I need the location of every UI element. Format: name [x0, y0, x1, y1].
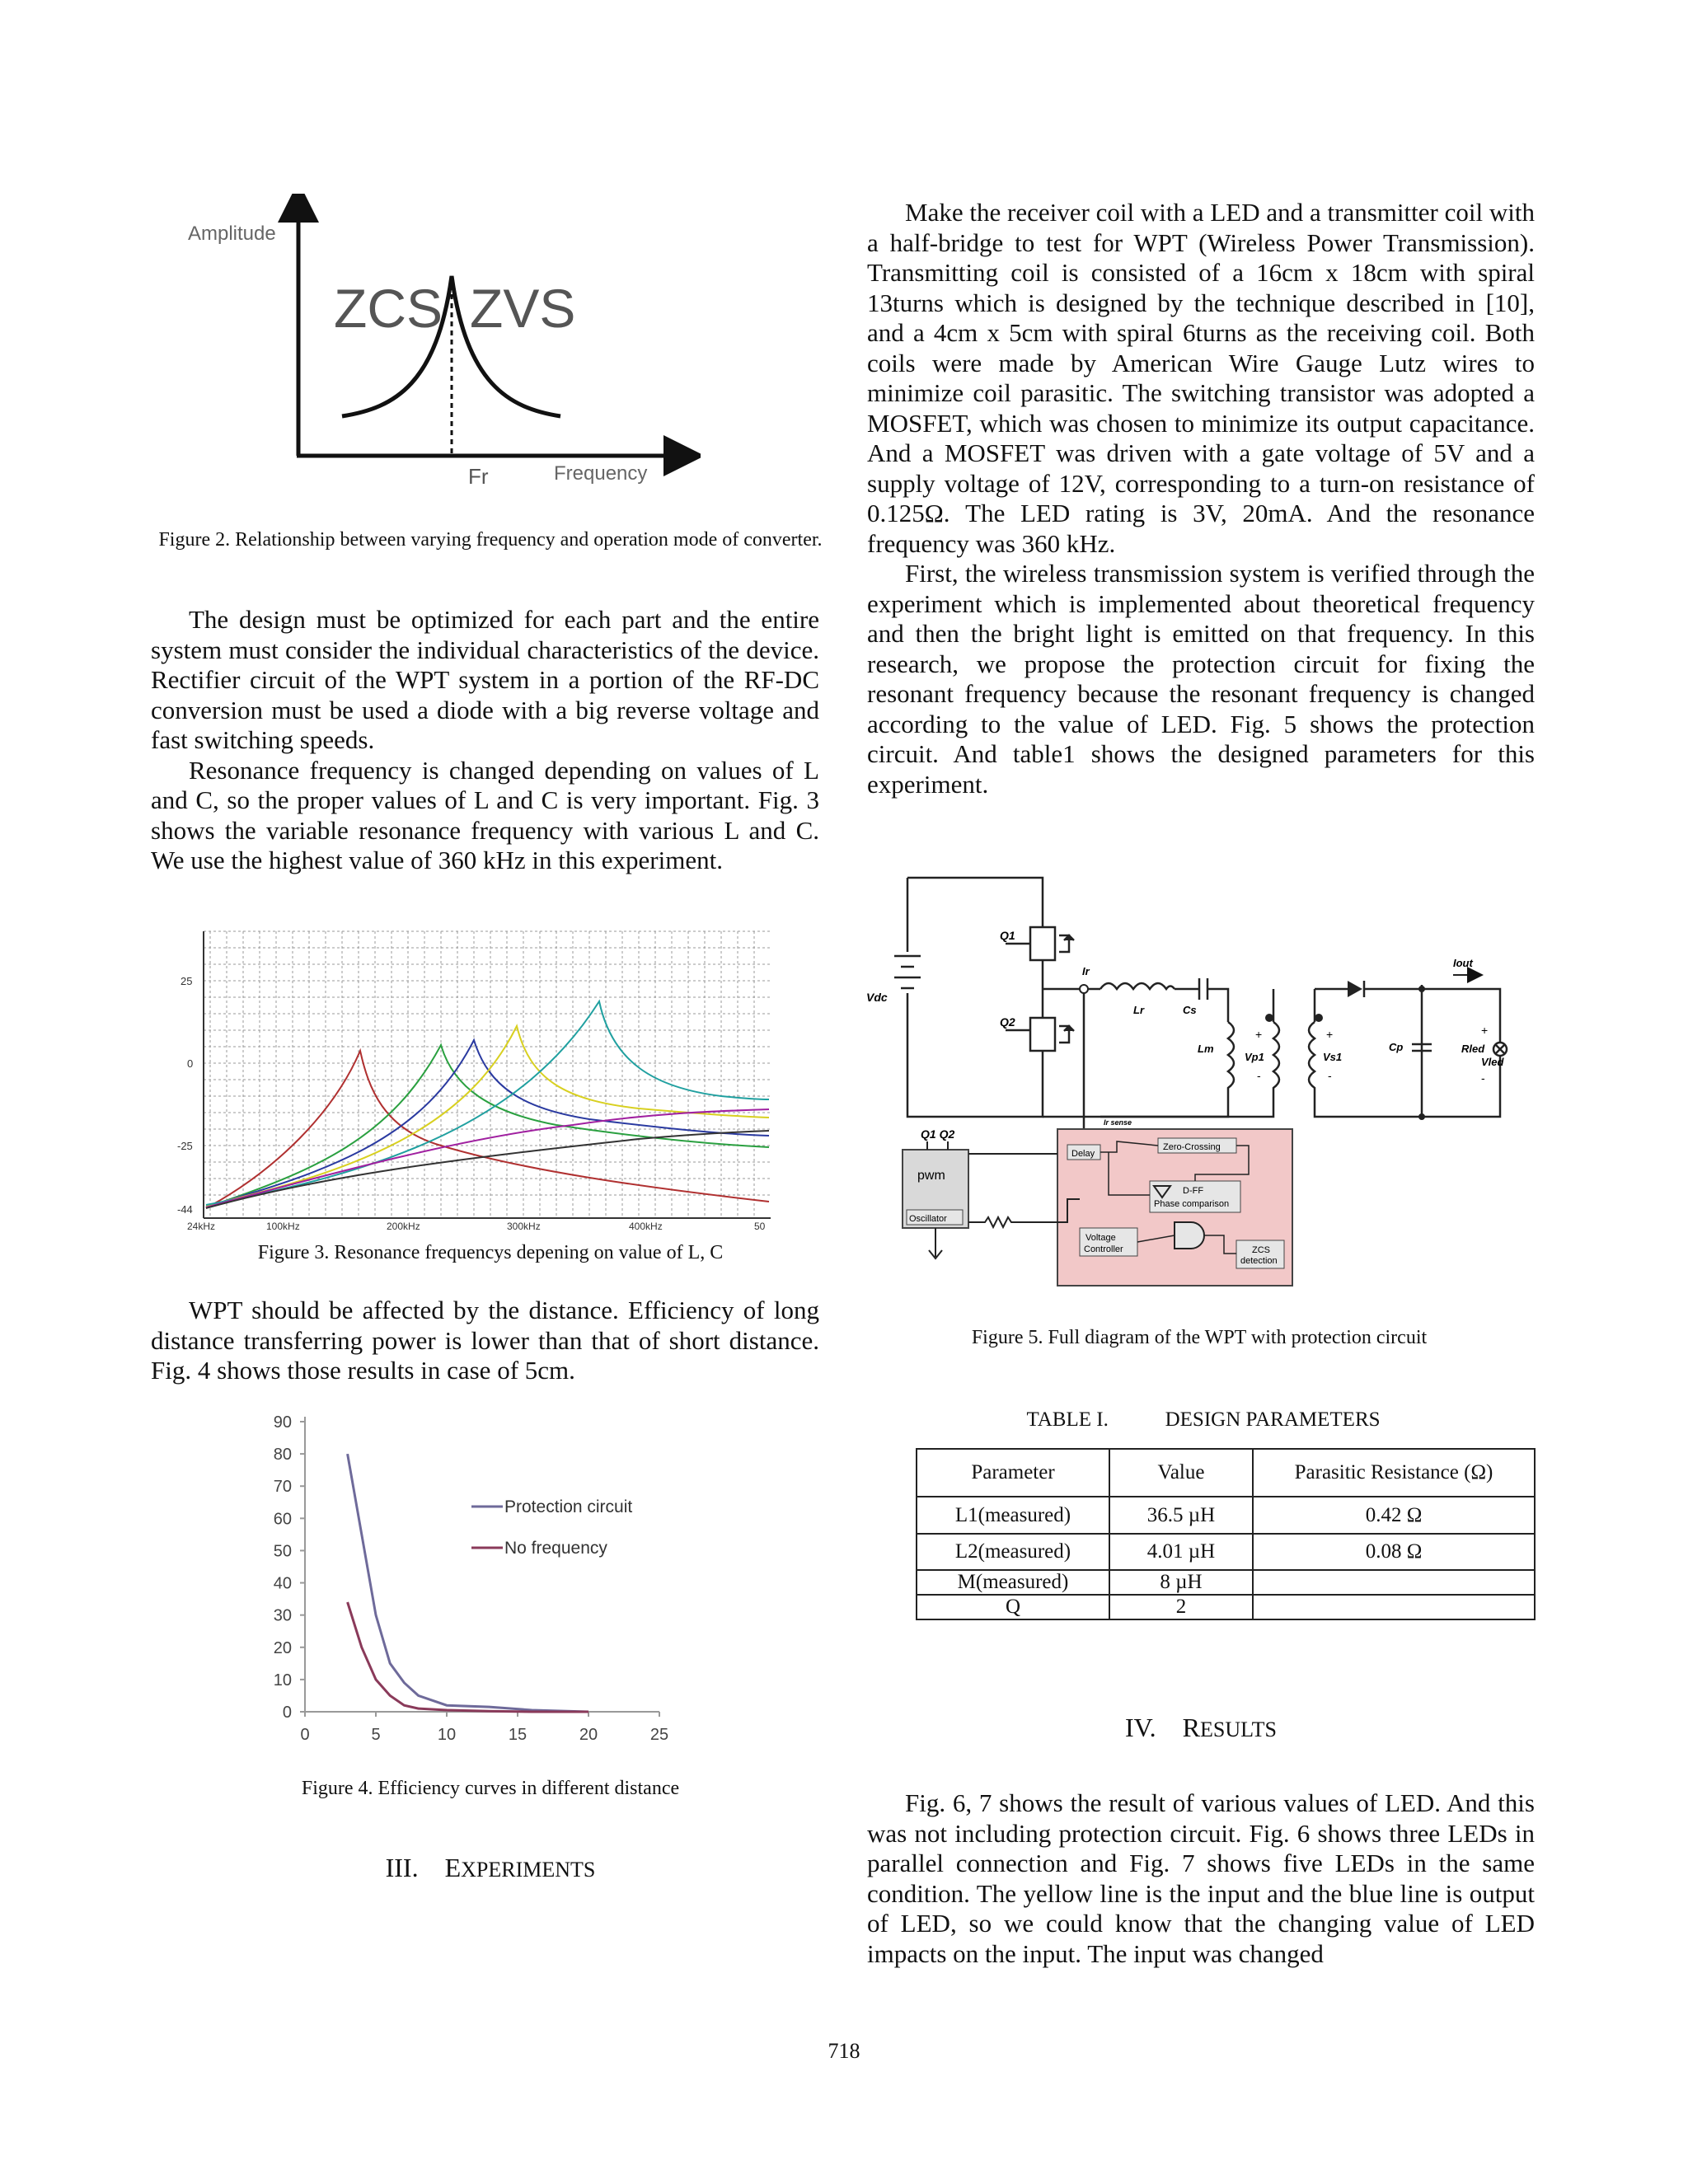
fig3-xtick-6: 50 — [754, 1221, 766, 1232]
fig3-ytick-minus44: -44 — [177, 1203, 193, 1216]
fig3-curves — [206, 1001, 769, 1208]
fig3-caption: Figure 3. Resonance frequencys depening on value of L, C — [257, 1242, 724, 1263]
figure-2 — [173, 194, 701, 499]
fig3-xtick-1: 24kHz — [187, 1221, 216, 1232]
fig5-vp1-plus: + — [1255, 1028, 1263, 1041]
paragraph-design: The design must be optimized for each part and the entire system must consider the individual characteristics of the device. Rectifier circuit of the WPT system in a portion of the RF-DC conversion must be used a diode with a big reverse voltage and fast switching speeds. — [151, 605, 819, 754]
fig5-label-rled: Rled — [1461, 1043, 1485, 1055]
fig3-curve-black — [206, 1131, 769, 1208]
table-cell: M(measured) — [917, 1570, 1109, 1595]
fig5-label-phase-comparison: Phase comparison — [1154, 1199, 1230, 1209]
fig5-label-delay: Delay — [1071, 1149, 1095, 1159]
fig2-x-label: Frequency — [554, 462, 648, 485]
table-row — [917, 1534, 1535, 1570]
paragraph-setup: Make the receiver coil with a LED and a transmitter coil with a half-bridge to test for WPT (Wireless Power Transmission). Transmitting coil is consisted of a 16cm x 18cm with spiral 13turns which is designed by the technique described in [10], and a 4cm x 5cm with spiral 6turns as the receiving coil. Both coils were made by American Wire Gauge Lutz wires to minimize coil parasitic. The switching transistor was adopted a MOSFET, which was chosen to minimize its output capacitance. And a MOSFET was driven with a gate voltage of 5V and a supply voltage of 12V, corresponding to a turn-on resistance of 0.125Ω. The LED rating is 3V, 20mA. And the resonance frequency was 360 kHz. — [867, 198, 1535, 558]
fig3-xtick-2: 100kHz — [266, 1221, 300, 1232]
fig5-label-cs: Cs — [1183, 1004, 1197, 1016]
fig5-label-oscillator: Oscillator — [909, 1214, 947, 1224]
table-header-cell: Parameter — [917, 1449, 1109, 1497]
fig5-label-cp: Cp — [1389, 1041, 1404, 1053]
fig3-grid — [204, 931, 771, 1218]
fig5-label-controller: Controller — [1084, 1244, 1123, 1254]
fig4-ytick-label: 10 — [273, 1671, 292, 1690]
fig4-xtick-label: 5 — [371, 1726, 381, 1744]
fig5-vled-plus: + — [1481, 1024, 1489, 1037]
paragraph-results: Fig. 6, 7 shows the result of various values of LED. And this was not including protection circuit. Fig. 6 shows three LEDs in parallel connection and Fig. 7 shows five LEDs in the same condition. The yellow line is the input and the blue line is output of LED, so we could know that the changing value of LED impacts on the input. The input was changed — [867, 1788, 1535, 1968]
fig5-inductor-lr — [1100, 983, 1175, 989]
fig5-coil-secondary — [1309, 1022, 1315, 1092]
fig2-fr-label: Fr — [468, 464, 489, 489]
fig5-label-q1: Q1 — [1000, 929, 1015, 942]
section3-numeral: III. — [385, 1853, 419, 1882]
figure-3 — [177, 923, 779, 1232]
fig4-xtick-label: 20 — [579, 1726, 598, 1744]
fig5-label-iout: Iout — [1453, 957, 1473, 969]
fig5-vled-minus: - — [1481, 1071, 1485, 1085]
section3-first-letter: E — [444, 1853, 462, 1882]
table-row — [917, 1595, 1535, 1619]
fig5-and-gate — [1175, 1222, 1204, 1249]
table-header-cell: Parasitic Resistance (Ω) — [1253, 1449, 1535, 1497]
fig3-curve-blue — [206, 1040, 769, 1207]
fig5-mosfet-q2 — [1030, 1018, 1074, 1051]
fig4-ytick-label: 60 — [273, 1510, 292, 1529]
fig4-series-line-1 — [348, 1602, 588, 1712]
fig5-caption: Figure 5. Full diagram of the WPT with protection circuit — [971, 1327, 1428, 1348]
table-cell: 36.5 µH — [1109, 1497, 1253, 1534]
fig5-label-detection: detection — [1240, 1256, 1278, 1266]
section4-first-letter: R — [1182, 1713, 1200, 1742]
fig4-xtick-label: 0 — [300, 1726, 310, 1744]
section-experiments-heading — [152, 1853, 828, 1883]
fig5-vs1-minus: - — [1328, 1069, 1332, 1082]
fig5-label-vled: Vled — [1481, 1056, 1504, 1068]
fig2-caption: Figure 2. Relationship between varying frequency and operation mode of converter. — [158, 529, 823, 551]
table-cell: Q — [917, 1595, 1109, 1619]
table-cell: L1(measured) — [917, 1497, 1109, 1534]
figure-5-circuit — [861, 869, 1512, 1290]
fig4-series-line-0 — [348, 1454, 588, 1712]
section-results-heading — [867, 1713, 1535, 1743]
fig2-zcs-label: ZCS — [334, 278, 443, 339]
fig5-label-lm: Lm — [1198, 1043, 1214, 1055]
fig4-ytick-label: 50 — [273, 1542, 292, 1561]
fig5-label-dff: D-FF — [1183, 1186, 1204, 1196]
fig5-mosfet-q1 — [1030, 927, 1074, 960]
table-row — [917, 1570, 1535, 1595]
fig5-label-isense: Ir sense — [1104, 1118, 1132, 1127]
fig4-ytick-label: 70 — [273, 1478, 292, 1497]
table-cell: 0.08 Ω — [1253, 1534, 1535, 1570]
fig4-xtick-label: 25 — [649, 1726, 669, 1744]
page-number: 718 — [828, 2039, 860, 2063]
fig4-ytick-label: 20 — [273, 1638, 292, 1657]
table1-title-text: DESIGN PARAMETERS — [1165, 1408, 1381, 1431]
table-cell: 4.01 µH — [1109, 1534, 1253, 1570]
paragraph-verification: First, the wireless transmission system is verified through the experiment which is implemented about theoretical frequency and then the bright light is emitted on that frequency. In this research, we propose the protection circuit for fixing the resonant frequency because the resonant frequency is changed according to the value of LED. Fig. 5 shows the protection circuit. And table1 shows the designed parameters for this experiment. — [867, 559, 1535, 799]
fig5-led-load — [1493, 1043, 1507, 1056]
fig5-capacitor-cs — [1199, 978, 1216, 1000]
fig2-y-label: Amplitude — [188, 223, 276, 245]
fig5-vp1-minus: - — [1257, 1069, 1261, 1082]
fig4-ytick-label: 90 — [273, 1413, 292, 1432]
fig5-battery — [894, 956, 921, 988]
fig5-label-zero-crossing: Zero-Crossing — [1163, 1142, 1221, 1152]
fig4-ytick-label: 30 — [273, 1606, 292, 1625]
table-header-row — [917, 1449, 1535, 1497]
table-row — [917, 1497, 1535, 1534]
table-cell: 8 µH — [1109, 1570, 1253, 1595]
fig3-xtick-4: 300kHz — [507, 1221, 541, 1232]
fig5-label-zcs: ZCS — [1252, 1245, 1270, 1255]
fig3-curve-cyan — [206, 1001, 769, 1205]
fig3-ytick-25: 25 — [181, 975, 193, 987]
section4-numeral: IV. — [1125, 1713, 1156, 1742]
fig4-ytick-label: 0 — [282, 1704, 292, 1722]
table-cell: 0.42 Ω — [1253, 1497, 1535, 1534]
table-cell: L2(measured) — [917, 1534, 1109, 1570]
fig5-label-q2: Q2 — [1000, 1015, 1015, 1029]
fig4-legend-label-0: Protection circuit — [504, 1497, 633, 1516]
fig4-xtick-label: 10 — [437, 1726, 457, 1744]
section4-rest: ESULTS — [1200, 1718, 1277, 1741]
design-parameters-table — [916, 1448, 1536, 1620]
table-header-cell: Value — [1109, 1449, 1253, 1497]
fig4-xtick-label: 15 — [508, 1726, 528, 1744]
table-cell — [1253, 1595, 1535, 1619]
fig3-xtick-5: 400kHz — [629, 1221, 663, 1232]
fig5-label-lr: Lr — [1133, 1004, 1144, 1016]
fig5-coil-primary — [1273, 1022, 1279, 1092]
fig5-inductor-lm — [1228, 1022, 1234, 1092]
table1-title-num: TABLE I. — [1026, 1408, 1109, 1431]
fig5-label-vp1: Vp1 — [1245, 1051, 1264, 1063]
fig5-label-voltage: Voltage — [1085, 1233, 1116, 1243]
section3-rest: XPERIMENTS — [461, 1858, 596, 1882]
fig3-ytick-0: 0 — [187, 1057, 194, 1070]
fig4-ytick-label: 80 — [273, 1446, 292, 1465]
paragraph-distance: WPT should be affected by the distance. Efficiency of long distance transferring power is lower than that of short distance. Fig. 4 shows those results in case of 5cm. — [151, 1296, 819, 1385]
fig5-label-ir: Ir — [1082, 965, 1090, 977]
fig2-zvs-label: ZVS — [470, 278, 576, 339]
table-cell — [1253, 1570, 1535, 1595]
fig4-legend-label-1: No frequency — [504, 1539, 607, 1558]
fig3-xtick-3: 200kHz — [387, 1221, 420, 1232]
table-cell: 2 — [1109, 1595, 1253, 1619]
figure-4-chart — [256, 1405, 717, 1751]
fig5-label-vdc: Vdc — [866, 991, 888, 1004]
fig4-caption: Figure 4. Efficiency curves in different distance — [301, 1778, 680, 1799]
fig5-label-pwm: pwm — [917, 1169, 945, 1183]
fig5-label-vs1: Vs1 — [1323, 1051, 1343, 1063]
table1-title — [915, 1408, 1492, 1432]
fig4-ytick-label: 40 — [273, 1574, 292, 1593]
fig5-vs1-plus: + — [1326, 1028, 1334, 1041]
fig5-diode — [1348, 981, 1364, 997]
paragraph-resonance: Resonance frequency is changed depending on values of L and C, so the proper values of L and C is very important. Fig. 3 shows the variable resonance frequency with various L and C. We use the highest value of 360 kHz in this experiment. — [151, 755, 819, 874]
fig3-ytick-minus25: -25 — [177, 1140, 193, 1152]
fig5-label-q1q2: Q1 Q2 — [921, 1127, 955, 1141]
